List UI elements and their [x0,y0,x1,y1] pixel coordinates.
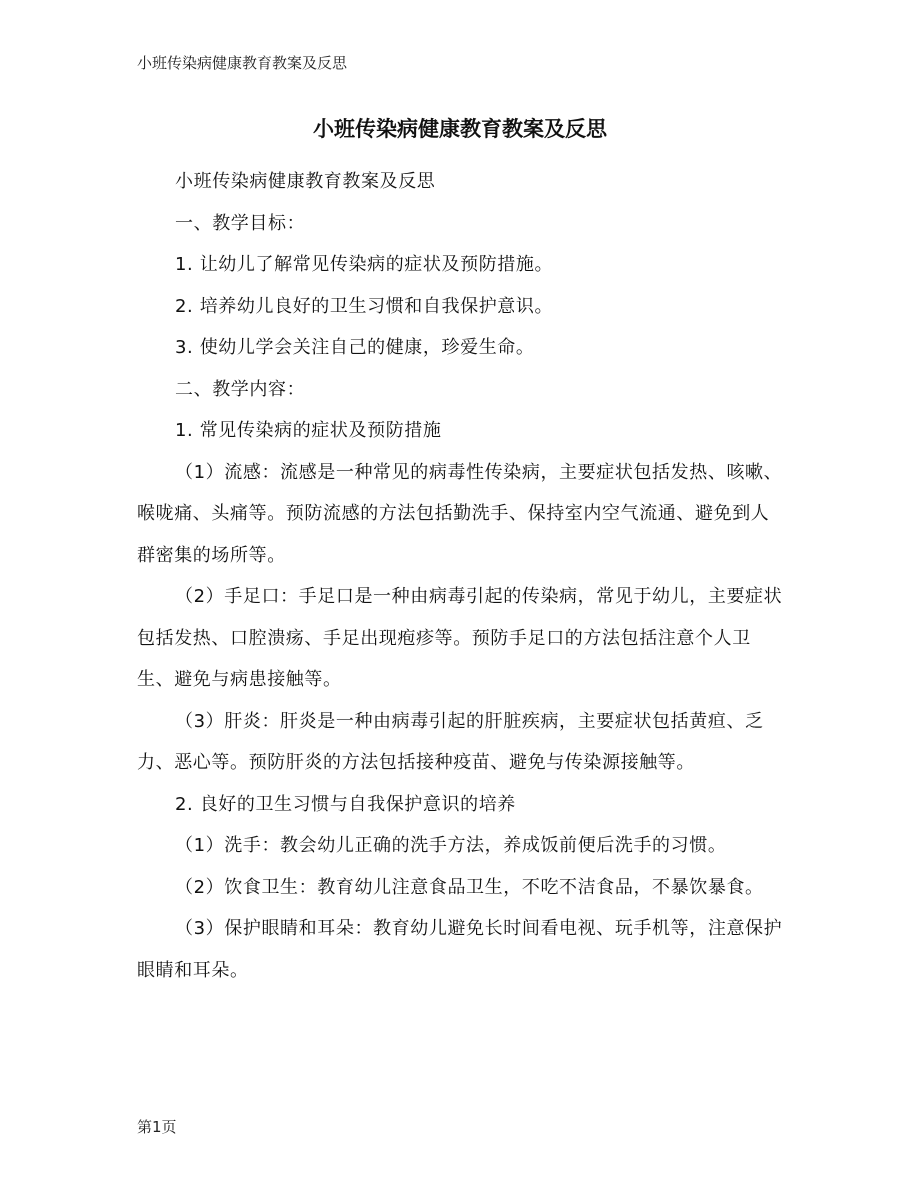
paragraph: （1）流感：流感是一种常见的病毒性传染病，主要症状包括发热、咳嗽、喉咙痛、头痛等。预防流感的方法包括勤洗手、保持室内空气流通、避免到人群密集的场所等。 [137,461,783,566]
paragraph: （3）保护眼睛和耳朵：教育幼儿避免长时间看电视、玩手机等，注意保护眼睛和耳朵。 [137,918,783,981]
subsection-heading: 2. 良好的卫生习惯与自我保护意识的培养 [175,793,516,815]
list-item: 1. 让幼儿了解常见传染病的症状及预防措施。 [175,254,554,275]
section-heading: 二、教学内容： [175,378,306,400]
subsection-heading: 1. 常见传染病的症状及预防措施 [175,420,442,441]
paragraph: （1）洗手：教会幼儿正确的洗手方法，养成饭前便后洗手的习惯。 [175,835,727,856]
paragraph: （3）肝炎：肝炎是一种由病毒引起的肝脏疾病，主要症状包括黄疸、乏力、恶心等。预防肝炎的方法包括接种疫苗、避免与传染源接触等。 [137,710,764,773]
list-item: 2. 培养幼儿良好的卫生习惯和自我保护意识。 [175,295,554,317]
document-title: 小班传染病健康教育教案及反思 [313,117,607,141]
page-number: 第1页 [137,1118,177,1136]
document-body [137,161,787,991]
paragraph: 小班传染病健康教育教案及反思 [175,171,436,192]
paragraph: （2）手足口：手足口是一种由病毒引起的传染病，常见于幼儿，主要症状包括发热、口腔溃疡、手足出现疱疹等。预防手足口的方法包括注意个人卫生、避免与病患接触等。 [137,586,783,690]
list-item: 3. 使幼儿学会关注自己的健康，珍爱生命。 [175,337,535,358]
running-header: 小班传染病健康教育教案及反思 [137,54,348,72]
section-heading: 一、教学目标： [175,212,306,234]
paragraph: （2）饮食卫生：教育幼儿注意食品卫生，不吃不洁食品，不暴饮暴食。 [175,876,764,898]
